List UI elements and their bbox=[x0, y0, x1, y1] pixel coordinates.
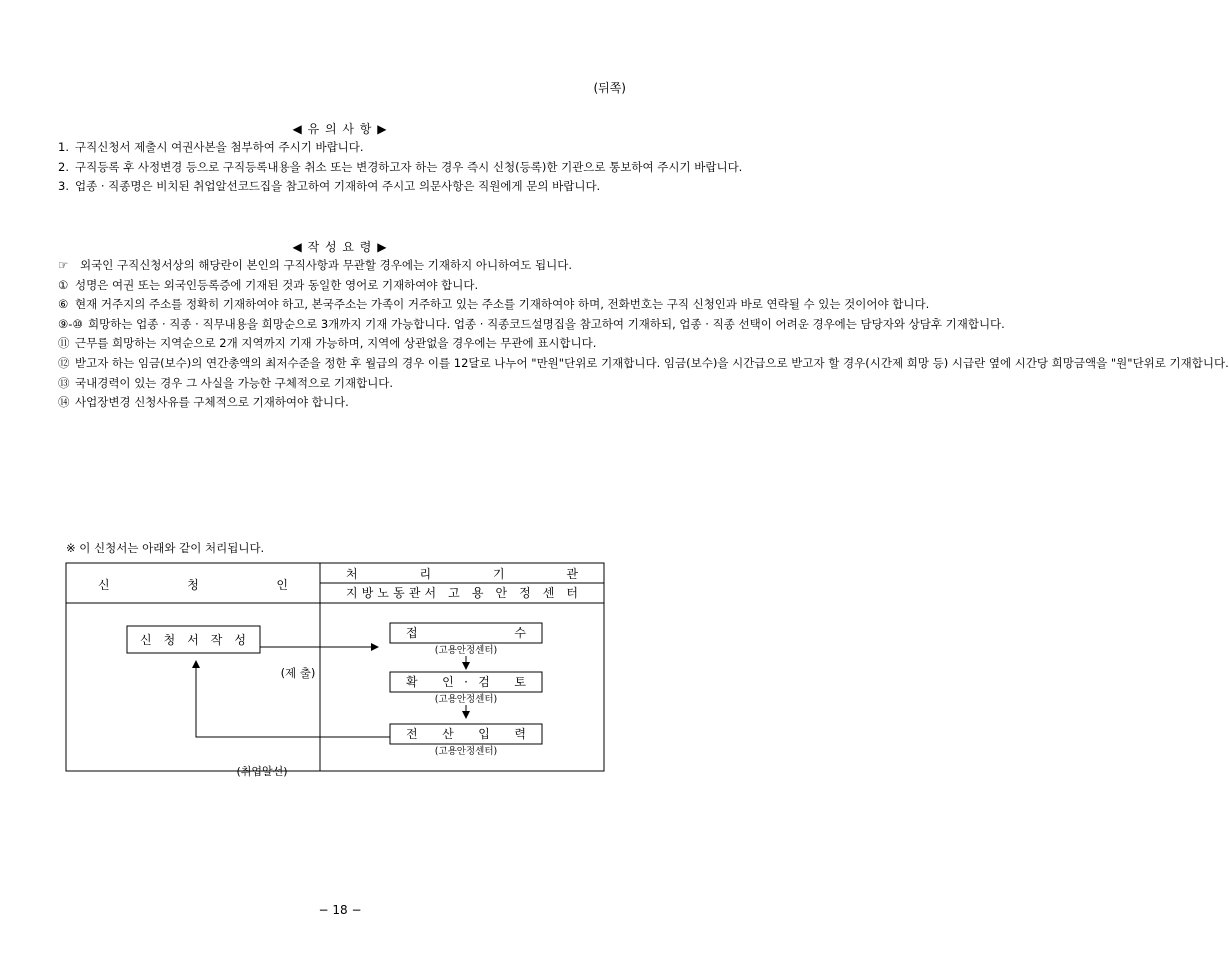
item-text: 받고자 하는 임금(보수)의 연간총액의 최저수준을 정한 후 월급의 경우 이를 12달로 나누어 "만원"단위로 기재합니다. 임금(보수)을 시간급으로 받고자 할 경우(시간제 희망 등) 시급란 옆에 시간당 희망금액을 "원"단위로 기재합니다. bbox=[75, 355, 1229, 370]
item-text: 희망하는 업종 · 직종 · 직무내용을 희망순으로 3개까지 기재 가능합니다. 업종 · 직종코드설명집을 참고하여 기재하되, 업종 · 직종 선택이 어려운 경우에는 담당자와 상담후 기재합니다. bbox=[88, 316, 1005, 331]
step-review-org: (고용안정센터) bbox=[434, 694, 498, 705]
item-marker: 2. bbox=[58, 159, 69, 174]
step-receive-label: 접 수 bbox=[406, 626, 526, 640]
item-marker: ⑫ bbox=[58, 355, 70, 370]
step-apply-label: 신 청 서 작 성 bbox=[140, 633, 246, 647]
guide-heading: ◀ 작 성 요 령 ▶ bbox=[292, 240, 388, 254]
step-receive-org: (고용안정센터) bbox=[434, 645, 498, 656]
applicant-header: 신 청 인 bbox=[98, 578, 288, 592]
item-text: 업종 · 직종명은 비치된 취업알선코드집을 참고하여 기재하여 주시고 의문사항은 직원에게 문의 바랍니다. bbox=[75, 179, 601, 194]
item-text: 근무를 희망하는 지역순으로 2개 지역까지 기재 가능하며, 지역에 상관없을 경우에는 무관에 표시합니다. bbox=[75, 336, 597, 351]
item-text: 외국인 구직신청서상의 해당란이 본인의 구직사항과 무관할 경우에는 기재하지 아니하여도 됩니다. bbox=[80, 258, 573, 272]
submit-label: (제 출) bbox=[280, 666, 316, 680]
item-marker: ⑬ bbox=[58, 375, 70, 390]
page-side-label: (뒤쪽) bbox=[593, 81, 626, 95]
item-marker: ⑪ bbox=[58, 336, 70, 351]
processor-header: 처 리 기 관 bbox=[346, 567, 578, 581]
item-marker: ⑭ bbox=[58, 395, 70, 410]
processor-subheader: 지방노동관서 고 용 안 정 센 터 bbox=[346, 586, 578, 600]
step-input-org: (고용안정센터) bbox=[434, 746, 498, 757]
item-text: 국내경력이 있는 경우 그 사실을 가능한 구체적으로 기재합니다. bbox=[75, 375, 394, 390]
item-marker: ☞ bbox=[58, 258, 69, 272]
notice-heading: ◀ 유 의 사 항 ▶ bbox=[292, 122, 388, 136]
item-marker: ⑥ bbox=[58, 297, 69, 312]
step-review-label: 확 인·검 토 bbox=[406, 675, 526, 689]
page-number: − 18 − bbox=[318, 903, 362, 917]
item-marker: 1. bbox=[58, 140, 69, 154]
item-text: 사업장변경 신청사유를 구체적으로 기재하여야 합니다. bbox=[75, 395, 349, 410]
item-marker: ⑨-⑩ bbox=[58, 316, 83, 331]
item-marker: 3. bbox=[58, 179, 69, 194]
bottom-label: (취업알선) bbox=[236, 765, 288, 778]
item-marker: ① bbox=[58, 277, 69, 292]
process-note: ※ 이 신청서는 아래와 같이 처리됩니다. bbox=[66, 541, 265, 555]
item-text: 성명은 여권 또는 외국인등록증에 기재된 것과 동일한 영어로 기재하여야 합니다. bbox=[75, 277, 479, 292]
item-text: 구직신청서 제출시 여권사본을 첨부하여 주시기 바랍니다. bbox=[75, 140, 364, 154]
step-input-label: 전 산 입 력 bbox=[406, 727, 526, 741]
item-text: 현재 거주지의 주소를 정확히 기재하여야 하고, 본국주소는 가족이 거주하고 있는 주소를 기재하여야 하며, 전화번호는 구직 신청인과 바로 연락될 수 있는 것이어야 합니다. bbox=[75, 297, 930, 312]
item-text: 구직등록 후 사정변경 등으로 구직등록내용을 취소 또는 변경하고자 하는 경우 즉시 신청(등록)한 기관으로 통보하여 주시기 바랍니다. bbox=[75, 159, 743, 174]
